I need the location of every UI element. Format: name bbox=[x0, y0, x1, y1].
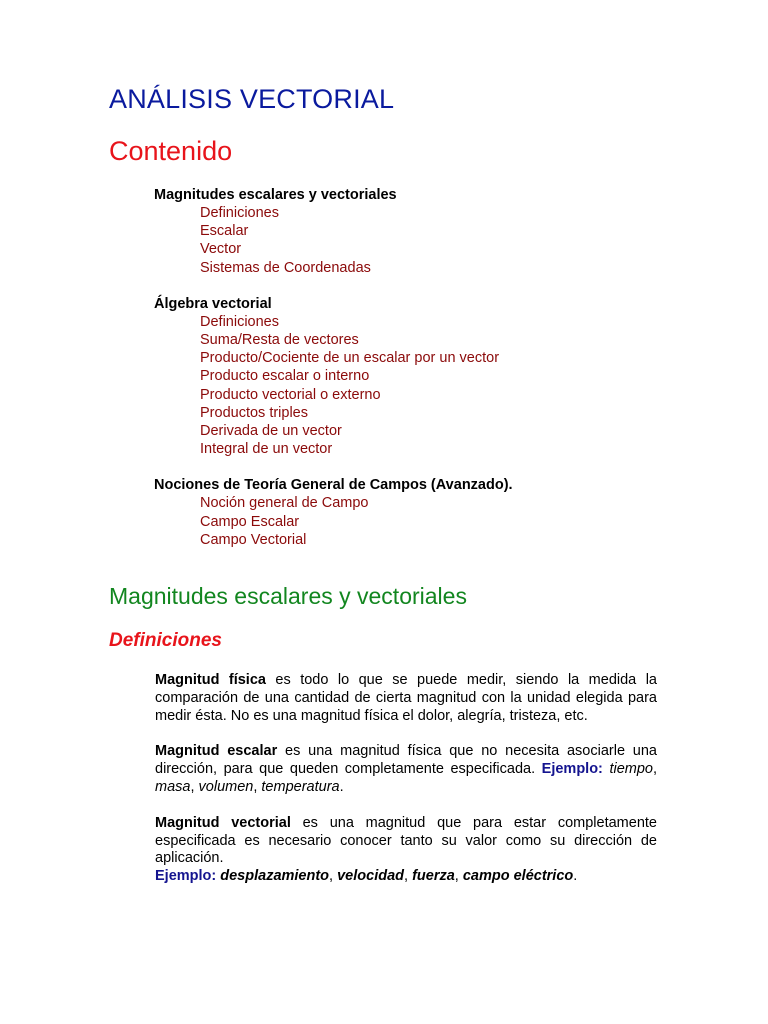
separator: , bbox=[329, 868, 338, 885]
toc-link-producto-vectorial[interactable]: Producto vectorial o externo bbox=[200, 386, 381, 403]
example-label: Ejemplo: bbox=[155, 868, 217, 885]
toc-group-magnitudes bbox=[154, 186, 714, 277]
term-magnitud-vectorial: Magnitud vectorial bbox=[155, 814, 291, 831]
example-item: velocidad bbox=[337, 868, 404, 885]
subsection-heading: Definiciones bbox=[109, 630, 222, 651]
toc-group-title: Magnitudes escalares y vectoriales bbox=[154, 187, 397, 203]
toc-link-producto-escalar[interactable]: Producto escalar o interno bbox=[200, 368, 370, 385]
document-title: ANÁLISIS VECTORIAL bbox=[109, 84, 395, 114]
definition-vector bbox=[155, 815, 657, 886]
separator: , bbox=[404, 868, 413, 885]
term-magnitud-fisica: Magnitud física bbox=[155, 672, 266, 688]
toc-group-algebra bbox=[154, 295, 714, 459]
example-item: temperatura bbox=[261, 778, 340, 795]
toc-link-derivada[interactable]: Derivada de un vector bbox=[200, 423, 342, 440]
definitions-body bbox=[155, 672, 657, 904]
example-item: masa bbox=[155, 778, 191, 795]
period: . bbox=[573, 868, 578, 885]
toc-group-title: Álgebra vectorial bbox=[154, 295, 272, 312]
period: . bbox=[339, 778, 344, 795]
toc-link-integral[interactable]: Integral de un vector bbox=[200, 441, 333, 458]
toc-link-definiciones[interactable]: Definiciones bbox=[200, 205, 279, 221]
toc-link-vector[interactable]: Vector bbox=[200, 241, 242, 258]
toc-link-definiciones[interactable]: Definiciones bbox=[200, 313, 279, 330]
separator: , bbox=[190, 778, 199, 795]
toc-link-suma-resta[interactable]: Suma/Resta de vectores bbox=[200, 332, 359, 349]
separator: , bbox=[652, 761, 657, 778]
toc-link-campo-escalar[interactable]: Campo Escalar bbox=[200, 513, 300, 530]
section-heading: Magnitudes escalares y vectoriales bbox=[109, 583, 467, 609]
toc-link-escalar[interactable]: Escalar bbox=[200, 223, 249, 240]
definition-text: es todo lo que se puede medir, siendo la medida la comparación de una cantidad de cierta magnitud con la unidad elegida para medir ésta. No es una magnitud física el dolor, alegría, tristeza, etc. bbox=[155, 672, 657, 724]
toc-heading: Contenido bbox=[109, 136, 233, 166]
toc-link-campo-vectorial[interactable]: Campo Vectorial bbox=[200, 531, 307, 548]
definition-text: es una magnitud que para estar completamente especificada es necesario conocer tanto su valor como su dirección de aplicación. bbox=[155, 814, 657, 867]
separator: , bbox=[253, 778, 262, 795]
table-of-contents bbox=[154, 186, 714, 567]
example-item: tiempo bbox=[609, 761, 653, 778]
toc-link-nocion-campo[interactable]: Noción general de Campo bbox=[200, 495, 369, 512]
separator: , bbox=[454, 868, 463, 885]
definition-physical bbox=[155, 672, 657, 725]
term-magnitud-escalar: Magnitud escalar bbox=[155, 743, 278, 760]
example-item: campo eléctrico bbox=[462, 868, 574, 885]
example-item: desplazamiento bbox=[220, 868, 330, 885]
example-label: Ejemplo: bbox=[541, 761, 603, 778]
toc-group-title: Nociones de Teoría General de Campos (Avanzado). bbox=[154, 477, 513, 494]
example-item: fuerza bbox=[412, 868, 455, 885]
example-item: volumen bbox=[198, 778, 254, 795]
toc-group-campos bbox=[154, 476, 714, 549]
definition-scalar bbox=[155, 743, 657, 796]
toc-link-productos-triples[interactable]: Productos triples bbox=[200, 404, 308, 421]
definition-text: es una magnitud física que no necesita asociarle una dirección, para que queden completamente especificada. bbox=[155, 743, 658, 778]
toc-link-producto-cociente-escalar[interactable]: Producto/Cociente de un escalar por un vector bbox=[200, 350, 500, 367]
toc-link-sistemas-de-coordenadas[interactable]: Sistemas de Coordenadas bbox=[200, 259, 371, 276]
